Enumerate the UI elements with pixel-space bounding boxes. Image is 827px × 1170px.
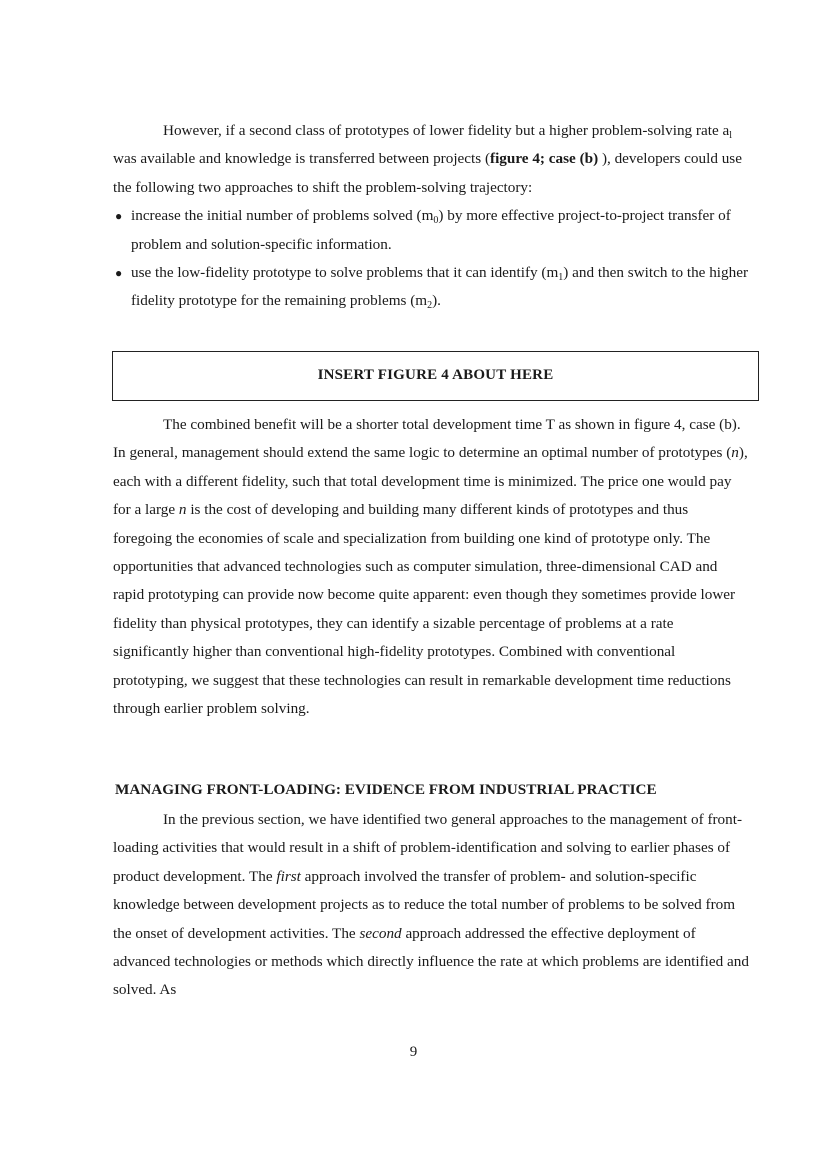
- list-item: ● use the low-fidelity prototype to solve problems that it can identify $(m_1)$ and then switch to the higher fidelity prototype for the remaining problems $(m_2)$.: [113, 259, 749, 316]
- body-text-top: [113, 117, 749, 316]
- figure-placeholder-label: INSERT FIGURE 4 ABOUT HERE: [317, 367, 554, 383]
- bullet-icon: ●: [115, 266, 123, 281]
- body-text-middle: [113, 411, 749, 723]
- figure-placeholder-box: [112, 351, 759, 401]
- figure-reference: figure 4; case (b): [490, 150, 599, 168]
- page-number: 9: [409, 1044, 418, 1060]
- list-item: ● increase the initial number of problems solved $(m_0)$ by more effective project-to-project transfer of problem and solution-specific information.: [113, 202, 749, 259]
- paragraph-previous-section: In the previous section, we have identified two general approaches to the management of front-loading activities that would result in a shift of problem-identification and solving to earlier phases of product development. The first approach involved the transfer of problem- and solution-specific knowledge between development projects as to reduce the total number of problems to be solved from the onset of development activities. The second approach addressed the effective deployment of advanced technologies or methods which directly influence the rate at which problems are identified and solved. As: [113, 811, 749, 999]
- paragraph-prototype-classes: However, if a second class of prototypes of lower fidelity but a higher problem-solving rate $a_l$ was available and knowledge is transferred between projects (figure 4; case (b) ), developers could use the following two approaches to shift the problem-solving trajectory:: [113, 122, 742, 196]
- paragraph-combined-benefit: The combined benefit will be a shorter total development time T as shown in figure 4, case (b). In general, management should extend the same logic to determine an optimal number of prototypes (n), each with a different fidelity, such that total development time is minimized. The price one would pay for a large n is the cost of developing and building many different kinds of prototypes and thus foregoing the economies of scale and specialization from building one kind of prototype only. The opportunities that advanced technologies such as computer simulation, three-dimensional CAD and rapid prototyping can provide now become quite apparent: even though they sometimes provide lower fidelity than physical prototypes, they can identify a sizable percentage of problems at a rate significantly higher than conventional high-fidelity prototypes. Combined with conventional prototyping, we suggest that these technologies can result in remarkable development time reductions through earlier problem solving.: [113, 416, 748, 718]
- bullet-icon: ●: [115, 209, 123, 224]
- section-heading: MANAGING FRONT-LOADING: EVIDENCE FROM INDUSTRIAL PRACTICE: [115, 781, 657, 798]
- body-text-bottom: [113, 806, 749, 1005]
- approach-list: [113, 202, 749, 316]
